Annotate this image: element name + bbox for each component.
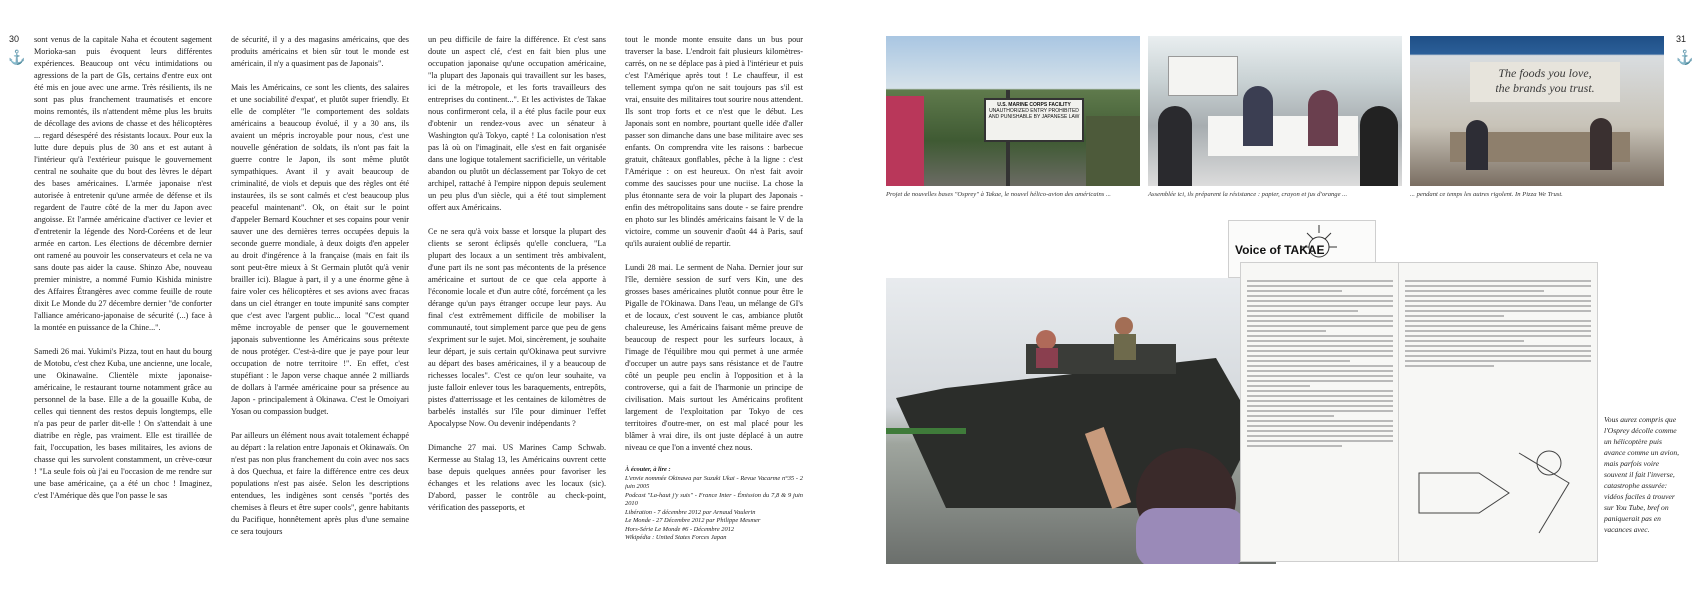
text-column-2 [231,34,409,550]
text-column-1 [34,34,212,514]
banner-shape [886,96,924,186]
source-item: Hors-Série Le Monde #6 - Décembre 2012 [625,525,735,533]
caption-meeting: Assemblée ici, ils préparent la résistance : papier, crayon et jus d'orange ... [1148,191,1348,198]
sign-line-2: UNAUTHORIZED ENTRY PROHIBITED AND PUNISHABLE BY JAPANESE LAW [988,108,1080,120]
person-shape [1360,106,1398,186]
text-lines [1241,263,1399,447]
caption-sign: Projet de nouvelles bases "Osprey" à Takae, le nouvel hélico-avion des américains ... [886,191,1111,198]
paragraph: Mais les Américains, ce sont les clients, des salaires et une sociabilité d'expat', et plutôt super friendly. Et elle de compléter "le comportement des soldats américains a beaucoup évolué, il y a 30 ans, ils avaient un mépris incroyable pour nous, c'est une nouvelle génération de soldats, ils n'ont pas fait la guerre contre le Japon, ils sont même plutôt sympathiques. Avant il y avait beaucoup de criminalité, de viols et depuis que des règles ont été instaurées, ils se sont calmés et c'est beaucoup plus peaceful maintenant". Ok, on était sur le point d'appeler Bernard Kouchner et ses copains pour venir sauver une des dernières terres occupées depuis la seconde guerre mondiale, à deux doigts d'en appeler au droit d'ingérence à la française (mais en fait ils sont peut-être mieux à St Germain plutôt qu'à venir brailler ici). Blague à part, il y a une énorme gêne à faire voler ces hélicoptères et ses avions avec fracas dans un ciel étranger en toute impunité sans compter que c'est avec l'argent public... local "C'est quand même incroyable de penser que le gouvernement japonais subventionne les Américains sous prétexte de nous protéger. C'est-à-dire que je paye pour leur occupation de notre territoire !". En effet, c'est stupéfiant : le Japon verse chaque année 2 milliards de dollars à l'armée américaine pour sa présence au Japon - principalement à Okinawa. C'est le Omoiyari Yosan ou compassion budget. [231,83,409,416]
person-shape [1590,118,1612,170]
source-item: Le Monde - 27 Décembre 2012 par Philippe Mesmer [625,517,761,524]
anchor-icon: ⚓ [1676,51,1694,66]
tent-shape [1086,116,1140,186]
source-item: L'envie nommée Okinawa par Suzuki Ukai - Revue Vacarme n°35 - 2 juin 2005 [625,474,803,490]
slogan-line-1: The foods you love, [1498,66,1592,80]
paragraph: de sécurité, il y a des magasins américains, que des produits américains et bien sûr tout le monde est américain, il n'y a quasiment pas de Japonais". [231,35,409,68]
paragraph: tout le monde monte ensuite dans un bus pour traverser la base. L'endroit fait plusieurs kilomètres-carrés, on ne se déplace pas à pied à l'intérieur et puis c'est l'Amérique après tout ! Le chauffeur, il est tellement sympa qu'on ne sait toujours pas s'il est vrai, ensuite des militaires tout sourire nous attendent. Ils sont trop forts et ce n'est que le début. Les Japonais sont en nombre, pourtant quelle idée d'aller passer son dimanche dans une base militaire avec ses enfants. On comprendra vite les raisons : barbecue gratuit, châteaux gonflables, pêche à la ligne : c'est l'Amérique : on est heureux. On n'est fait avoir comme des saucisses pour une nuciise. La chose la plus étonnante sera de voir la plupart des Japonais - enfin des métropolitains sans doute - se faire prendre en photo sur les blindés américains faisant le V de la victoire, comme un souvenir d'août 44 à Paris, sauf qu'ils auraient oublié de repartir. [625,35,803,248]
paragraph: sont venus de la capitale Naha et écoutent sagement Morioka-san puis évoquent leurs différentes expériences. Beaucoup ont vécu intimidations ou agressions de la part de GIs, certains d'entre eux ont été mis en joue avec une arme. Très résilients, ils ne sont pas plus franchement traumatisés et encore moins remontés, ils n'attendent même plus les bruits de décollage des avions de chasse et des hélicoptères ... regard désespéré des résistants locaux. Pour eux la lutte dure depuis plus de 30 ans et est autant à l'intérieur qu'à l'extérieur puisque le gouvernement central ne souhaite que du bout des lèvres le départ des bases américaines. L'armée japonaise n'est autorisée à entretenir qu'une armée de défense et ils regardent de l'autre côté de la mer du Japon avec angoisse. Et l'armée américaine d'activer ce levier et d'entretenir la légende des Nord-Coréens et de leur armée en carton. Les élections de décembre dernier ont ramené au pouvoir les conservateurs et cela ne va sans doute pas aider la cause. Shinzo Abe, nouveau premier ministre, a nommé Fumio Kishida ministre des Affaires Étrangères avec comme feuille de route dixit Le Monde du 27 décembre dernier "de conforter l'alliance américano-japonaise de sécurité (...) face à la montée en puissance de la Chine...". [34,35,212,332]
sources-block [625,466,803,543]
text-lines [1399,263,1597,367]
source-item: Libération - 7 décembre 2012 par Arnaud Vaulerin [625,508,756,516]
anchor-icon: ⚓ [8,51,26,66]
flyer-page-2 [1398,262,1598,562]
person-shape [1243,86,1273,146]
caption-store: ... pendant ce temps les autres rigolent. In Pizza We Trust. [1410,191,1563,198]
text-column-4 [625,34,803,543]
person-shape [1466,120,1488,170]
photo-amphibious-vehicle [886,278,1276,564]
vehicle-illustration [886,278,1276,564]
store-slogan [1470,62,1620,102]
paragraph: un peu difficile de faire la différence. Et c'est sans doute un aspect clé, c'est en fait bien plus une occupation japonaise qu'une occupation américaine, "la plupart des Japonais qui travaillent sur les bases, ici de la métropole, et les forts travailleurs des entreprises du continent...". Et les activistes de Takae nous confirmeront cela, il a été plus facile pour eux d'obtenir un rendez-vous avec un sénateur à Washington qu'à Tokyo, capté ! La colonisation n'est pas là où on l'imaginait, elle s'est en fait organisée dans une logique totalement sacrificielle, un véritable abandon ou plutôt un déclassement par Tokyo de cet archipel, rattaché à l'empire nippon depuis seulement un peu plus d'un siècle, qui a été tout simplement offert aux Américains. [428,35,606,212]
paragraph: Par ailleurs un élément nous avait totalement échappé au départ : la relation entre Japonais et Okinawaïs. On n'est pas non plus franchement du coin avec nos sacs à dos Quechua, et faire la différence entre ces deux populations n'est pas aisée. Selon les descriptions entendues, les indigènes sont censés "portés des chemises à fleurs et être super cools", genre habitants du Pacifique, honnêtement après plus d'une semaine ce sera toujours [231,431,409,536]
photo-marine-sign [886,36,1140,186]
page-number-right: 31 [1676,34,1687,44]
side-note: Vous aurez compris que l'Osprey décolle comme un hélicoptère puis avance comme un avion, mais parfois voire souvent il fait l'inverse, catastrophe assurée: vidéos faciles à trouver sur You Tube, bref on paniquerait pas en vacances avec. [1604,415,1680,534]
sign-line-1: U.S. MARINE CORPS FACILITY [997,102,1071,108]
photo-meeting [1148,36,1402,186]
text-column-3 [428,34,606,526]
source-item: Wikipédia : United States Forces Japan [625,534,727,541]
flyer-page-1 [1240,262,1400,562]
osprey-sketch [1399,433,1599,553]
flyer-title: Voice of TAKAE [1235,243,1325,257]
source-item: Podcast "La-haut j'y suis" - France Inter - Émission du 7,8 & 9 juin 2010 [625,491,803,507]
paragraph: Samedi 26 mai. Yukimi's Pizza, tout en haut du bourg de Motobu, c'est chez Kuba, une ancienne, une locale, une Okinawaïne. Clientèle mixte japonaise-américaine, le restaurant tourne notamment grâce au personnel de la base. Elle a de la gouaille Kuba, de celles qui tiennent des restos depuis longtemps, elle n'a pas peur de parler dit-elle ! On s'attendait à une diatribe en règle, pas vraiment. Elle est tiraillée de fait, l'occupation, les bases militaires, les avions de chasse qui les survolent constamment, un crève-cœur ! "La seule fois où j'ai eu l'occasion de me rendre sur une base américaine, ça a été un choc ! Imaginez, c'est l'Amérique dès que l'on passe le sas [34,347,212,500]
photo-store [1410,36,1664,186]
paragraph: Lundi 28 mai. Le serment de Naha. Dernier jour sur l'île, dernière session de surf vers Kin, une des grosses bases américaines plutôt connue pour être le Pigalle de l'Okinawa. Dans l'eau, un mélange de GI's et de locaux, c'est souvent le cas, ambiance plutôt chaleureuse, les Américains faisant même preuve de beaucoup de respect pour les surfeurs locaux, à l'image de l'équilibre mou qui permet à une armée d'occuper un autre pays sans résistance et de l'autre côté un peuple peu enclin à l'opposition et à la controverse, qui a fait de l'harmonie un principe de civilisation. Mais surtout les Américains profitent largement de l'exploitation par Tokyo de ces territoires d'outre-mer, on est mal placé pour les blâmer à vrai dire, ils ont juste déplacé à un autre niveau ce que l'on a inventé chez nous. [625,263,803,452]
poster-shape [1168,56,1238,96]
person-shape [1308,90,1338,146]
paragraph: Ce ne sera qu'à voix basse et lorsque la plupart des clients se seront éclipsés qu'elle concluera, "La plupart des locaux a un sentiment très ambivalent, d'une part ils ne sont pas mécontents de la présence américaine et surtout de ce que cela apporte à l'économie locale et d'un autre côté, forcément ça les dérange qu'un pays étranger occupe leur pays. Au final c'est extrêmement difficile de mobiliser la communauté, tout simplement parce que peu de gens s'expriment sur le sujet. Moi, sincèrement, je souhaite leur départ, je suis certain qu'Okinawa peut survivre au départ des bases américaines, il y a beaucoup de richesses locales". C'est ce qu'on leur souhaite, va juste falloir enlever tous les baraquements, entrepôts, pistes d'atterrissage et les centaines de kilomètres de barbelés installés sur l'île pour diminuer l'effet Apocalypse Now. Ou devenir indépendants ? [428,227,606,428]
person-shape [1158,106,1192,186]
marine-sign [984,98,1084,142]
paragraph: Dimanche 27 mai. US Marines Camp Schwab. Kermesse au Stalag 13, les Américains ouvrent cette base depuis quelques années pour favoriser les échanges et les relations avec les locaux (sic). D'abord, passer le contrôle au check-point, vérification des passeports, et [428,443,606,512]
sources-title: À écouter, à lire : [625,466,671,473]
slogan-line-2: the brands you trust. [1495,81,1595,95]
page-number-left: 30 [9,34,20,44]
